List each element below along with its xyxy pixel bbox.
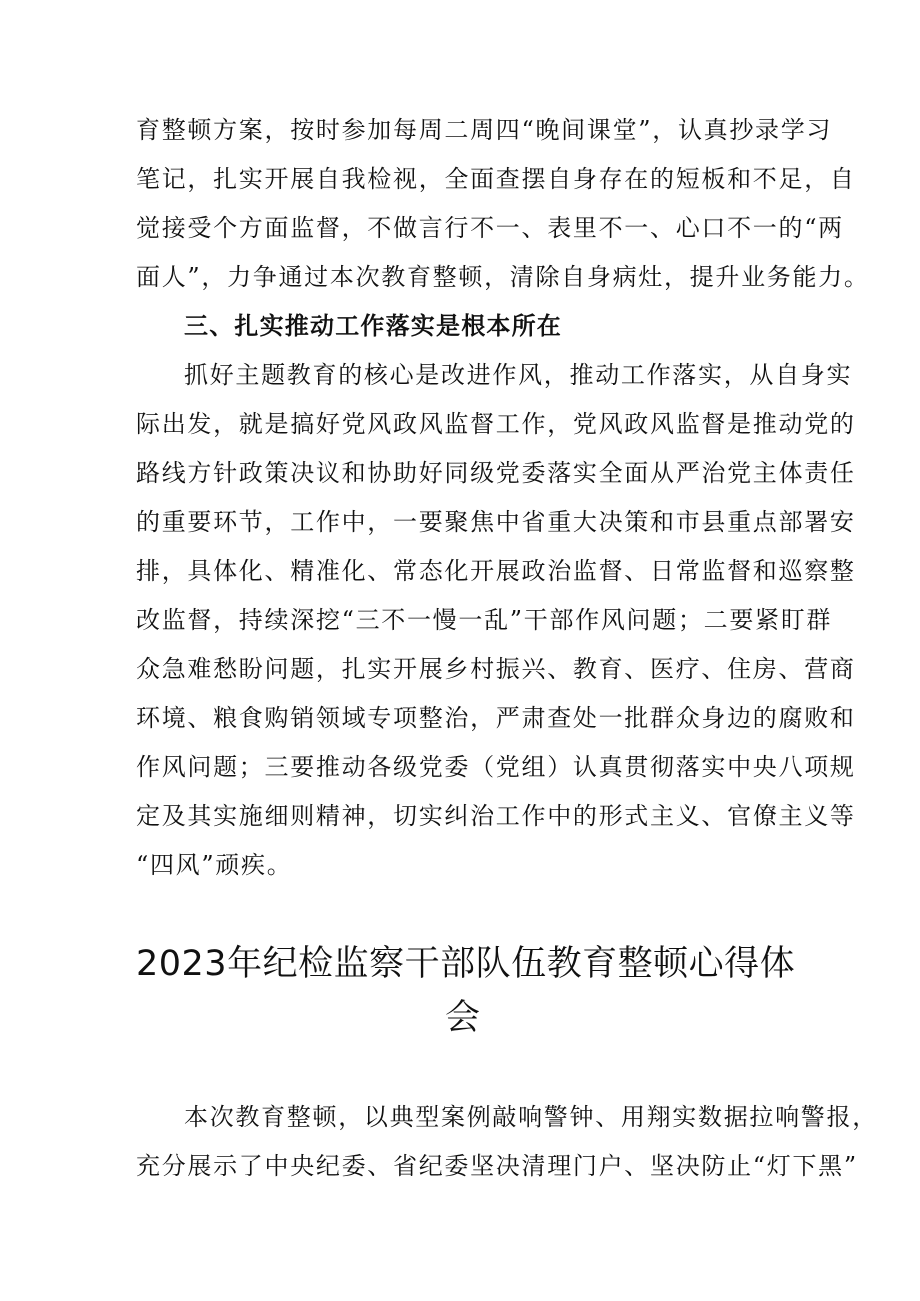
paragraph-line: 改监督，持续深挖“三不一慢一乱”干部作风问题；二要紧盯群 bbox=[136, 606, 833, 634]
section-heading: 三、扎实推动工作落实是根本所在 bbox=[184, 312, 562, 340]
paragraph-line: 面人”，力争通过本次教育整顿，清除自身病灶，提升业务能力。 bbox=[136, 263, 870, 291]
paragraph-line: 际出发，就是搞好党风政风监督工作，党风政风监督是推动党的 bbox=[136, 410, 856, 438]
paragraph-line: 的重要环节，工作中，一要聚焦中省重大决策和市县重点部署安 bbox=[136, 508, 856, 536]
paragraph-line: “四风”顽疾。 bbox=[136, 851, 293, 879]
article-title-line-2: 会 bbox=[445, 998, 481, 1038]
article-title-line-1: 2023年纪检监察干部队伍教育整顿心得体 bbox=[136, 944, 796, 984]
paragraph-line: 抓好主题教育的核心是改进作风，推动工作落实，从自身实 bbox=[184, 361, 853, 389]
paragraph-line: 众急难愁盼问题，扎实开展乡村振兴、教育、医疗、住房、营商 bbox=[136, 655, 856, 683]
paragraph-line: 定及其实施细则精神，切实纠治工作中的形式主义、官僚主义等 bbox=[136, 802, 856, 830]
paragraph-line: 环境、粮食购销领域专项整治，严肃查处一批群众身边的腐败和 bbox=[136, 704, 856, 732]
paragraph-line: 路线方针政策决议和协助好同级党委落实全面从严治党主体责任 bbox=[136, 459, 856, 487]
paragraph-line: 充分展示了中央纪委、省纪委坚决清理门户、坚决防止“灯下黑” bbox=[136, 1152, 858, 1180]
paragraph-line: 排，具体化、精准化、常态化开展政治监督、日常监督和巡察整 bbox=[136, 557, 856, 585]
paragraph-line: 育整顿方案，按时参加每周二周四“晚间课堂”，认真抄录学习 bbox=[136, 116, 833, 144]
paragraph-line: 笔记，扎实开展自我检视，全面查摆自身存在的短板和不足，自 bbox=[136, 165, 856, 193]
paragraph-line: 觉接受个方面监督，不做言行不一、表里不一、心口不一的“两 bbox=[136, 214, 844, 242]
paragraph-line: 本次教育整顿，以典型案例敲响警钟、用翔实数据拉响警报， bbox=[184, 1103, 878, 1131]
paragraph-line: 作风问题；三要推动各级党委（党组）认真贯彻落实中央八项规 bbox=[136, 753, 856, 781]
